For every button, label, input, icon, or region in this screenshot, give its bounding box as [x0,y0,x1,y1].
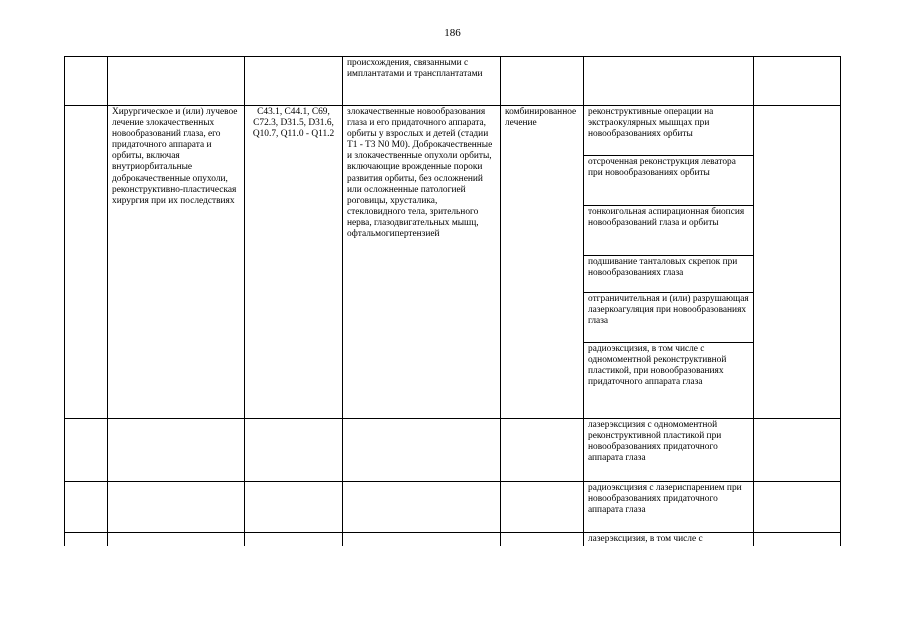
cell-method: лазерэксцизия с одномоментной реконструктивной пластикой при новообразованиях придаточного аппарата глаза [584,419,754,482]
cell-cost [754,419,841,482]
cell-intervention [108,482,245,533]
table-row [65,57,841,106]
cell-method: радиоэксцизия с лазериспарением при новообразованиях придаточного аппарата глаза [584,482,754,533]
cell-method: подшивание танталовых скрепок при новообразованиях глаза [584,256,754,293]
cell-number [65,57,108,106]
cell-method: тонкоигольная аспирационная биопсия новообразований глаза и орбиты [584,206,754,256]
cell-cost [754,533,841,547]
cell-method: лазерэксцизия, в том числе с [584,533,754,547]
page-number: 186 [444,27,461,39]
cell-number [65,482,108,533]
cell-cost [754,482,841,533]
cell-number [65,419,108,482]
cell-method: отграничительная и (или) разрушающая лазеркоагуляция при новообразованиях глаза [584,293,754,343]
cell-method: отсроченная реконструкция леватора при новообразованиях орбиты [584,156,754,206]
medical-care-table [64,56,841,546]
cell-treatment [501,57,584,106]
cell-intervention [108,419,245,482]
cell-number [65,106,108,419]
cell-disease [343,482,501,533]
cell-intervention: Хирургическое и (или) лучевое лечение злокачественных новообразований глаза, его придаточного аппарата и орбиты, включая внутриорбитальные доброкачественные опухоли, реконструктивно-пластическая хирургия при их последствиях [108,106,245,419]
cell-method [584,57,754,106]
cell-disease: происхождения, связанными с имплантатами и трансплантатами [343,57,501,106]
cell-codes [245,482,343,533]
cell-method: реконструктивные операции на экстраокулярных мышцах при новообразованиях орбиты [584,106,754,156]
cell-codes [245,533,343,547]
cell-treatment [501,419,584,482]
cell-codes: C43.1, C44.1, C69, C72.3, D31.5, D31.6, Q10.7, Q11.0 - Q11.2 [245,106,343,419]
cell-disease [343,419,501,482]
cell-treatment: комбинированное лечение [501,106,584,419]
table-row [65,533,841,547]
cell-treatment [501,482,584,533]
table-row [65,419,841,482]
cell-codes [245,57,343,106]
cell-disease: злокачественные новообразования глаза и его придаточного аппарата, орбиты у взрослых и детей (стадии T1 - T3 N0 M0). Доброкачественные и злокачественные опухоли орбиты, включающие врожденные пороки развития орбиты, без осложнений или осложненные патологией роговицы, хрусталика, стекловидного тела, зрительного нерва, глазодвигательных мышц, офтальмогипертензией [343,106,501,419]
cell-method: радиоэксцизия, в том числе с одномоментной реконструктивной пластикой, при новообразованиях придаточного аппарата глаза [584,343,754,419]
cell-intervention [108,57,245,106]
cell-intervention [108,533,245,547]
table-row [65,106,841,156]
cell-disease [343,533,501,547]
table-row [65,482,841,533]
cell-cost [754,106,841,419]
cell-treatment [501,533,584,547]
cell-codes [245,419,343,482]
cell-number [65,533,108,547]
cell-cost [754,57,841,106]
